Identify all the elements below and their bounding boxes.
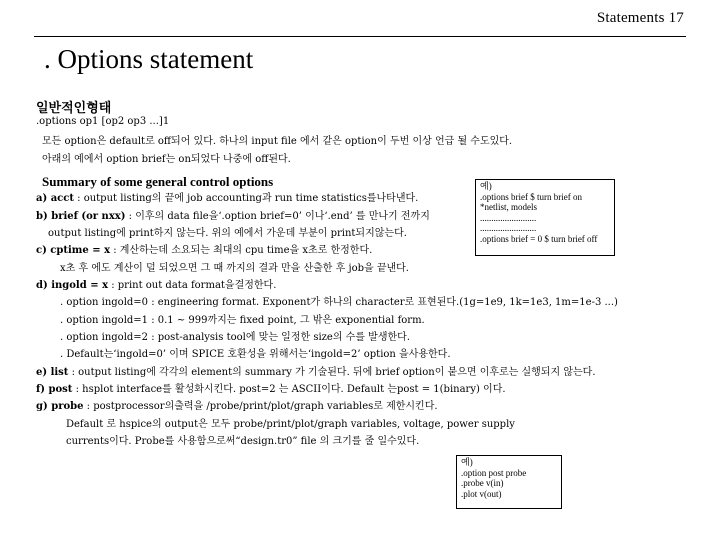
example-line: .........................	[480, 212, 537, 223]
example-box-1	[475, 179, 615, 256]
option-line: output listing에 print하지 않는다. 위의 예에서 가운데 부분이 print되지않는다.	[48, 228, 407, 239]
option-line: f) post : hsplot interface를 활성화시킨다. post=2 는 ASCII이다. Default 는post = 1(binary) 이다.	[36, 384, 506, 395]
general-desc-line: 모든 option은 default로 off되어 있다. 하나의 input file 에서 같은 option이 두번 이상 언급 될 수도있다.	[42, 136, 513, 147]
option-line: e) list : output listing에 각각의 element의 summary 가 기술된다. 뒤에 brief option이 붙으면 이후로는 실행되지 않는다.	[36, 367, 596, 378]
section-heading: 일반적인형태	[36, 101, 112, 116]
example-line: .option post probe	[461, 467, 527, 478]
header-rule	[34, 36, 686, 37]
example-box-2	[456, 455, 562, 509]
example-line: .plot v(out)	[461, 488, 502, 499]
example-line: .options brief = 0 $ turn brief off	[480, 233, 598, 244]
general-desc-line: 아래의 예에서 option brief는 on되었다 나중에 off된다.	[42, 154, 291, 165]
option-line: x초 후 에도 계산이 덜 되었으면 그 때 까지의 결과 만을 산출한 후 job을 끝낸다.	[60, 263, 409, 274]
option-line: Default 로 hspice의 output은 모두 probe/print/plot/graph variables, voltage, power supply	[66, 419, 515, 430]
general-form-line: .options op1 [op2 op3 ...]1	[36, 116, 170, 127]
example-line: .........................	[480, 223, 537, 233]
option-line: g) probe : postprocessor의출력을 /probe/print/plot/graph variables로 제한시킨다.	[36, 401, 438, 412]
option-line: . Default는‘ingold=0’ 이며 SPICE 호환성을 위해서는‘ingold=2’ option 을사용한다.	[60, 349, 451, 360]
example-label: 예)	[461, 457, 473, 467]
summary-heading: Summary of some general control options	[42, 174, 274, 189]
option-line: currents이다. Probe를 사용함으로써“design.tr0” file 의 크기를 줄 일수있다.	[66, 436, 420, 447]
option-line: . option ingold=1 : 0.1 ~ 999까지는 fixed point, 그 밖은 exponential form.	[60, 315, 425, 326]
option-line: a) acct : output listing의 끝에 job accounting과 run time statistics를나타낸다.	[36, 193, 419, 204]
option-line: c) cptime = x : 계산하는데 소요되는 최대의 cpu time을 x초로 한정한다.	[36, 245, 373, 256]
example-label: 예)	[480, 181, 492, 191]
example-line: *netlist, models	[480, 202, 537, 212]
example-line: .probe v(in)	[461, 478, 504, 488]
option-line: . option ingold=0 : engineering format. Exponent가 하나의 character로 표현된다.(1g=1e9, 1k=1e3, 1m=1e-3 ...)	[60, 297, 618, 308]
example-line: .options brief $ turn brief on	[480, 191, 582, 202]
page-header: Statements 17	[596, 10, 684, 26]
option-line: . option ingold=2 : post-analysis tool에 맞는 일정한 size의 수를 발생한다.	[60, 332, 410, 343]
option-line: b) brief (or nxx) : 이후의 data file을‘.option brief=0’ 이나‘.end’ 를 만나기 전까지	[36, 211, 430, 222]
slide-title: . Options statement	[44, 44, 254, 74]
option-line: d) ingold = x : print out data format을결정한다.	[36, 280, 277, 291]
